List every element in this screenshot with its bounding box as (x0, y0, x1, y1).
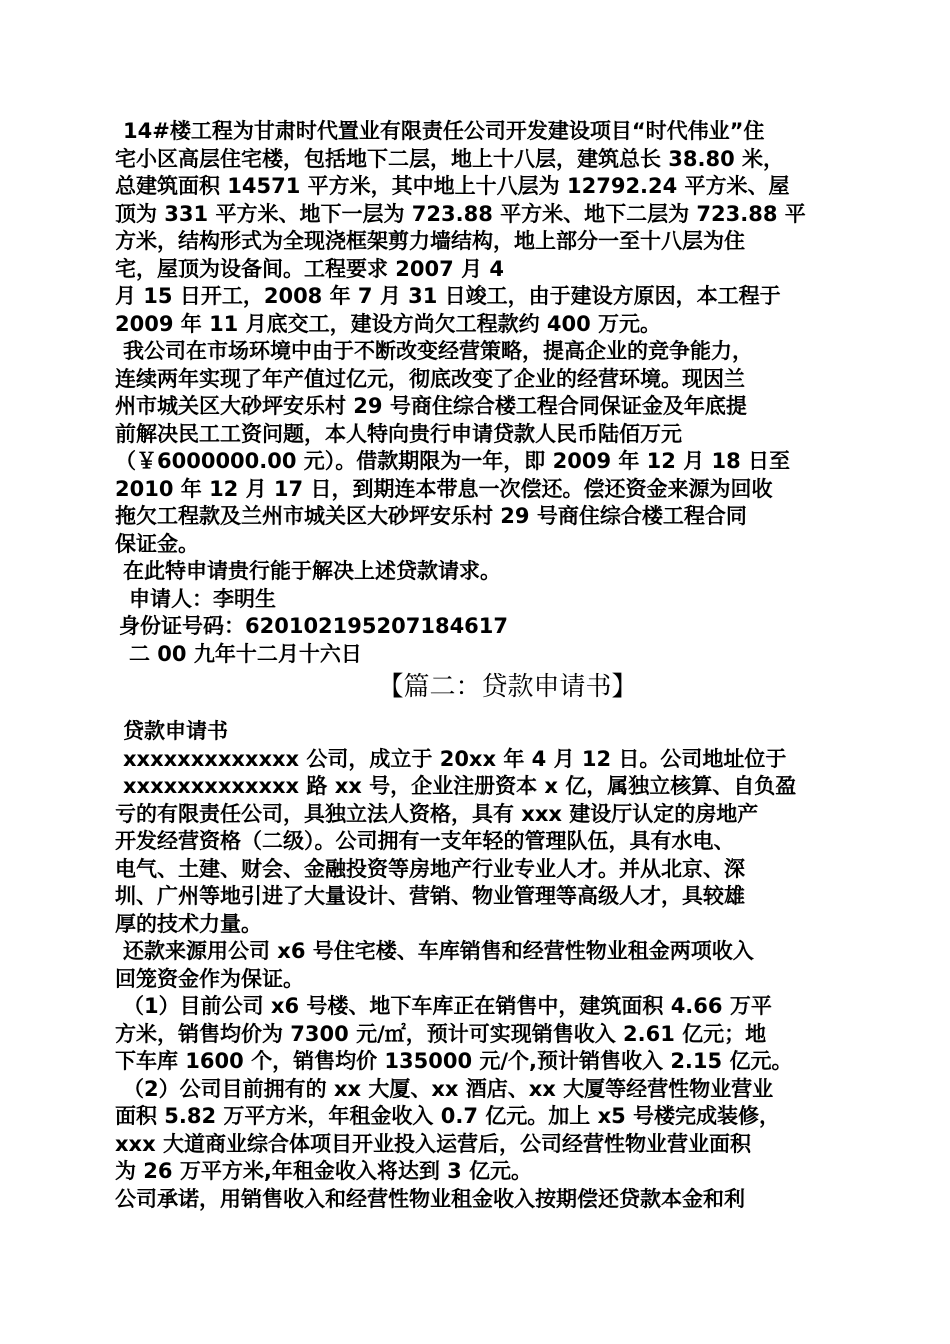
text-line: 还款来源用公司 x6 号住宅楼、车库销售和经营性物业租金两项收入 (123, 939, 754, 963)
document-page (115, 118, 840, 1213)
text-line: （￥6000000.00 元）。借款期限为一年，即 2009 年 12 月 18 日至 (115, 449, 791, 473)
text-line: 厚的技术力量。 (115, 911, 262, 936)
text-line: 前解决民工工资问题，本人特向贵行申请贷款人民币陆佰万元 (115, 421, 682, 446)
text-line: 圳、广州等地引进了大量设计、营销、物业管理等高级人才，具较雄 (115, 884, 745, 908)
text-line: （1）目前公司 x6 号楼、地下车库正在销售中，建筑面积 4.66 万平 (123, 994, 772, 1018)
text-line: 2009 年 11 月底交工，建设方尚欠工程款约 400 万元。 (115, 311, 662, 336)
date-line: 二 00 九年十二月十六日 (129, 641, 362, 666)
text-line: 我公司在市场环境中由于不断改变经营策略，提高企业的竞争能力， (123, 339, 753, 363)
id-number-line: 身份证号码：620102195207184617 (119, 614, 509, 638)
text-line: 回笼资金作为保证。 (115, 966, 304, 991)
text-line: 拖欠工程款及兰州市城关区大砂坪安乐村 29 号商住综合楼工程合同 (115, 504, 747, 528)
text-line: 宅，屋顶为设备间。工程要求 2007 月 4 (115, 256, 504, 281)
text-line: 开发经营资格（二级）。公司拥有一支年轻的管理队伍，具有水电、 (115, 829, 735, 853)
text-line: 方米，结构形式为全现浇框架剪力墙结构，地上部分一至十八层为住 (115, 229, 745, 253)
text-line: xxx 大道商业综合体项目开业投入运营后，公司经营性物业营业面积 (115, 1131, 751, 1156)
text-line: xxxxxxxxxxxxx 公司，成立于 20xx 年 4 月 12 日。公司地址位于 (123, 746, 787, 771)
text-line: 顶为 331 平方米、地下一层为 723.88 平方米、地下二层为 723.88 平 (115, 201, 806, 226)
text-line: 2010 年 12 月 17 日，到期连本带息一次偿还。偿还资金来源为回收 (115, 476, 773, 501)
request-line: 在此特申请贵行能于解决上述贷款请求。 (123, 559, 501, 583)
text-line: 方米，销售均价为 7300 元/㎡，预计可实现销售收入 2.61 亿元；地 (115, 1021, 767, 1046)
text-line: 14#楼工程为甘肃时代置业有限责任公司开发建设项目“时代伟业”住 (123, 119, 765, 143)
text-line: 总建筑面积 14571 平方米，其中地上十八层为 12792.24 平方米、屋 (115, 174, 790, 198)
text-line: 公司承诺，用销售收入和经营性物业租金收入按期偿还贷款本金和利 (115, 1186, 745, 1211)
text-line: 月 15 日开工，2008 年 7 月 31 日竣工，由于建设方原因，本工程于 (115, 284, 781, 308)
text-line: 电气、土建、财会、金融投资等房地产行业专业人才。并从北京、深 (115, 856, 745, 881)
text-line: 宅小区高层住宅楼，包括地下二层，地上十八层，建筑总长 38.80 米， (115, 146, 785, 171)
text-line: 下车库 1600 个，销售均价 135000 元/个,预计销售收入 2.15 亿元。 (115, 1049, 793, 1073)
applicant-line: 申请人：李明生 (129, 586, 276, 611)
text-line: 州市城关区大砂坪安乐村 29 号商住综合楼工程合同保证金及年底提 (115, 394, 747, 418)
text-line: 保证金。 (115, 531, 199, 556)
text-line: 面积 5.82 万平方米，年租金收入 0.7 亿元。加上 x5 号楼完成装修， (115, 1104, 781, 1128)
section-title: 贷款申请书 (123, 719, 228, 743)
text-line: 连续两年实现了年产值过亿元，彻底改变了企业的经营环境。现因兰 (115, 366, 745, 391)
text-line: 为 26 万平方米,年租金收入将达到 3 亿元。 (115, 1159, 533, 1183)
text-line: xxxxxxxxxxxxx 路 xx 号，企业注册资本 x 亿，属独立核算、自负盈 (123, 774, 797, 798)
text-line: （2）公司目前拥有的 xx 大厦、xx 酒店、xx 大厦等经营性物业营业 (123, 1076, 774, 1101)
text-line: 亏的有限责任公司，具独立法人资格，具有 xxx 建设厅认定的房地产 (115, 801, 759, 826)
section-heading: 【篇二：贷款申请书】 (377, 672, 638, 702)
